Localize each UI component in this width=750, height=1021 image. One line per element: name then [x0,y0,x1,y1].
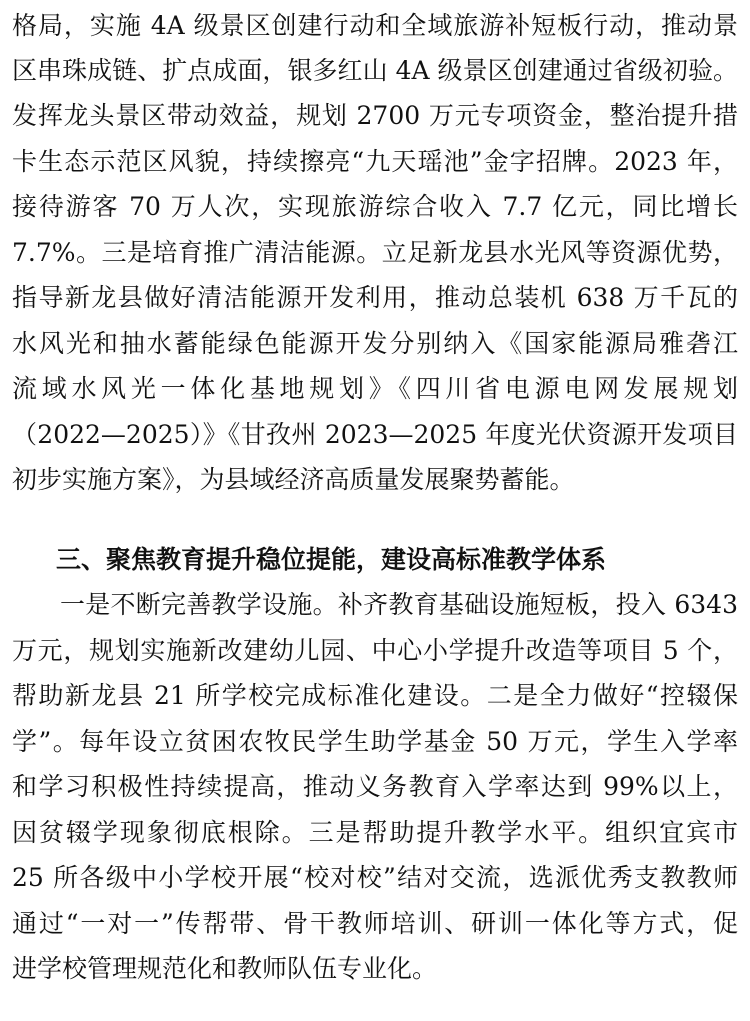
paragraph-line: 卡生态示范区风貌，持续擦亮“九天瑶池”金字招牌。2023 年， [12,147,738,176]
paragraph-line: （2022—2025）》《甘孜州 2023—2025 年度光伏资源开发项目 [12,420,738,449]
paragraph-line: 通过“一对一”传帮带、骨干教师培训、研训一体化等方式，促 [12,909,738,938]
paragraph-line: 学”。每年设立贫困农牧民学生助学基金 50 万元，学生入学率 [12,727,738,756]
paragraph-line: 万元，规划实施新改建幼儿园、中心小学提升改造等项目 5 个， [12,636,738,665]
paragraph-line: 流域水风光一体化基地规划》《四川省电源电网发展规划 [12,374,738,403]
paragraph-line: 7.7%。三是培育推广清洁能源。立足新龙县水光风等资源优势， [12,238,738,267]
paragraph-line: 指导新龙县做好清洁能源开发利用，推动总装机 638 万千瓦的 [12,283,738,312]
paragraph-line: 帮助新龙县 21 所学校完成标准化建设。二是全力做好“控辍保 [12,681,738,710]
paragraph-line: 初步实施方案》，为县域经济高质量发展聚势蓄能。 [12,465,575,494]
paragraph-line: 进学校管理规范化和教师队伍专业化。 [12,954,438,983]
paragraph-line: 格局，实施 4A 级景区创建行动和全域旅游补短板行动，推动景 [12,11,738,40]
paragraph-line: 25 所各级中小学校开展“校对校”结对交流，选派优秀支教教师 [12,863,738,892]
section-heading: 三、聚焦教育提升稳位提能，建设高标准教学体系 [56,545,607,574]
paragraph-line: 一是不断完善教学设施。补齐教育基础设施短板，投入 6343 [60,590,738,619]
paragraph-line: 接待游客 70 万人次，实现旅游综合收入 7.7 亿元，同比增长 [12,192,738,221]
paragraph-line: 因贫辍学现象彻底根除。三是帮助提升教学水平。组织宜宾市 [12,818,738,847]
paragraph-line: 区串珠成链、扩点成面，银多红山 4A 级景区创建通过省级初验。 [12,56,738,85]
paragraph-line: 水风光和抽水蓄能绿色能源开发分别纳入《国家能源局雅砻江 [12,329,738,358]
paragraph-line: 和学习积极性持续提高，推动义务教育入学率达到 99%以上， [12,772,738,801]
paragraph-line: 发挥龙头景区带动效益，规划 2700 万元专项资金，整治提升措 [12,101,738,130]
